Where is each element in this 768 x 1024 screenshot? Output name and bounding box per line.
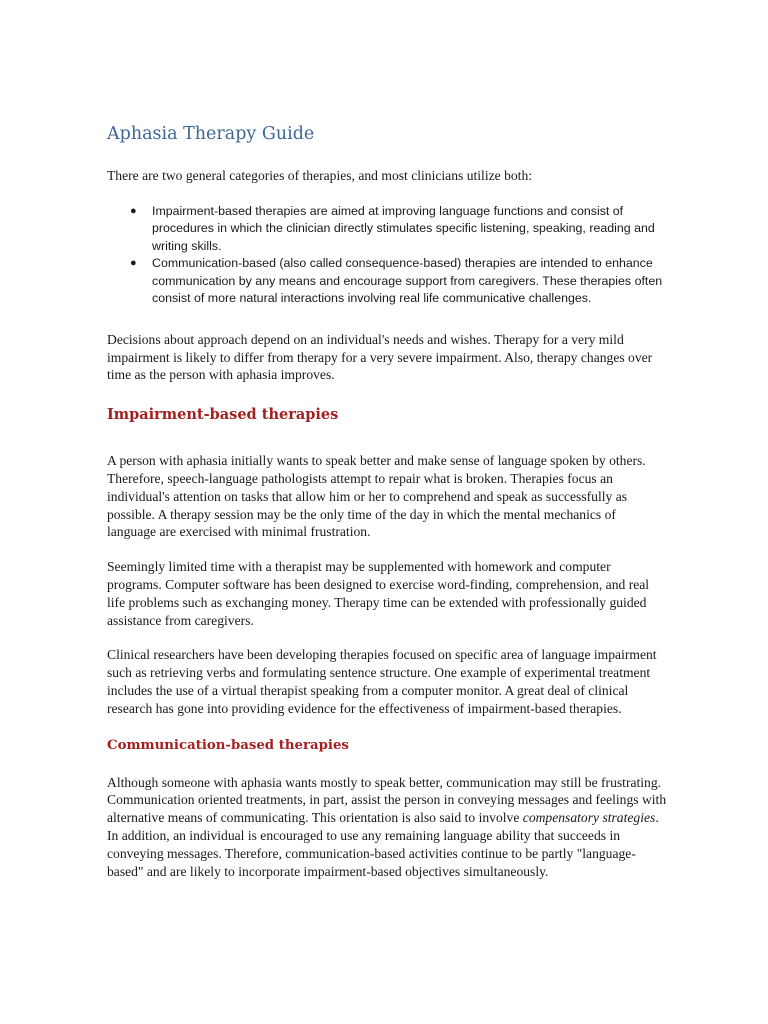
intro-paragraph: There are two general categories of therapies, and most clinicians utilize both: <box>107 168 533 183</box>
section-heading-impairment: Impairment-based therapies <box>107 406 339 424</box>
document-title: Aphasia Therapy Guide <box>107 124 315 144</box>
bullet-icon: ● <box>130 257 137 270</box>
impairment-paragraph-1: A person with aphasia initially wants to speak better and make sense of language spoken by others. Therefore, speech-language pathologists attempt to repair what is broken. Therapies focus an individual's attention on tasks that allow him or her to comprehend and speak as successfully as possible. A therapy session may be the only time of the day in which the mental mechanics of language are exercised with minimal frustration. <box>107 453 646 540</box>
list-item <box>107 255 667 308</box>
communication-paragraph <box>107 774 667 881</box>
list-item-text: Communication-based (also called consequence-based) therapies are intended to enhance communication by any means and encourage support from caregivers. These therapies often consist of more natural interactions involving real life communicative challenges. <box>152 256 663 306</box>
compensatory-strategies-term: compensatory strategies <box>522 810 656 826</box>
communication-text-part-2: . In addition, an individual is encouraged to use any remaining language ability that succeeds in conveying messages. Therefore, communication-based activities continue to be partly "language-based" and are likely to incorporate impairment-based objectives simultaneously. <box>107 810 659 879</box>
decisions-paragraph: Decisions about approach depend on an individual's needs and wishes. Therapy for a very mild impairment is likely to differ from therapy for a very severe impairment. Also, therapy changes over time as the person with aphasia improves. <box>107 331 653 383</box>
bullet-icon: ● <box>130 204 137 217</box>
communication-text-part-1: Although someone with aphasia wants mostly to speak better, communication may still be frustrating. Communication oriented treatments, in part, assist the person in conveying messages and feelings with alternative means of communicating. This orientation is also said to involve <box>107 774 667 826</box>
list-item-text: Impairment-based therapies are aimed at improving language functions and consist of procedures in which the clinician directly stimulates specific listening, speaking, reading and writing skills. <box>152 203 655 253</box>
list-item <box>107 203 667 256</box>
impairment-paragraph-2: Seemingly limited time with a therapist may be supplemented with homework and computer programs. Computer software has been designed to exercise word-finding, comprehension, and real life problems such as exchanging money. Therapy time can be extended with professionally guided assistance from caregivers. <box>107 559 650 628</box>
section-heading-communication: Communication-based therapies <box>107 737 349 753</box>
impairment-paragraph-3: Clinical researchers have been developing therapies focused on specific area of language impairment such as retrieving verbs and formulating sentence structure. One example of experimental treatment includes the use of a virtual therapist speaking from a computer monitor. A great deal of clinical research has gone into providing evidence for the effectiveness of impairment-based therapies. <box>107 647 657 716</box>
therapy-categories-list <box>107 203 667 308</box>
document-body <box>107 120 667 880</box>
